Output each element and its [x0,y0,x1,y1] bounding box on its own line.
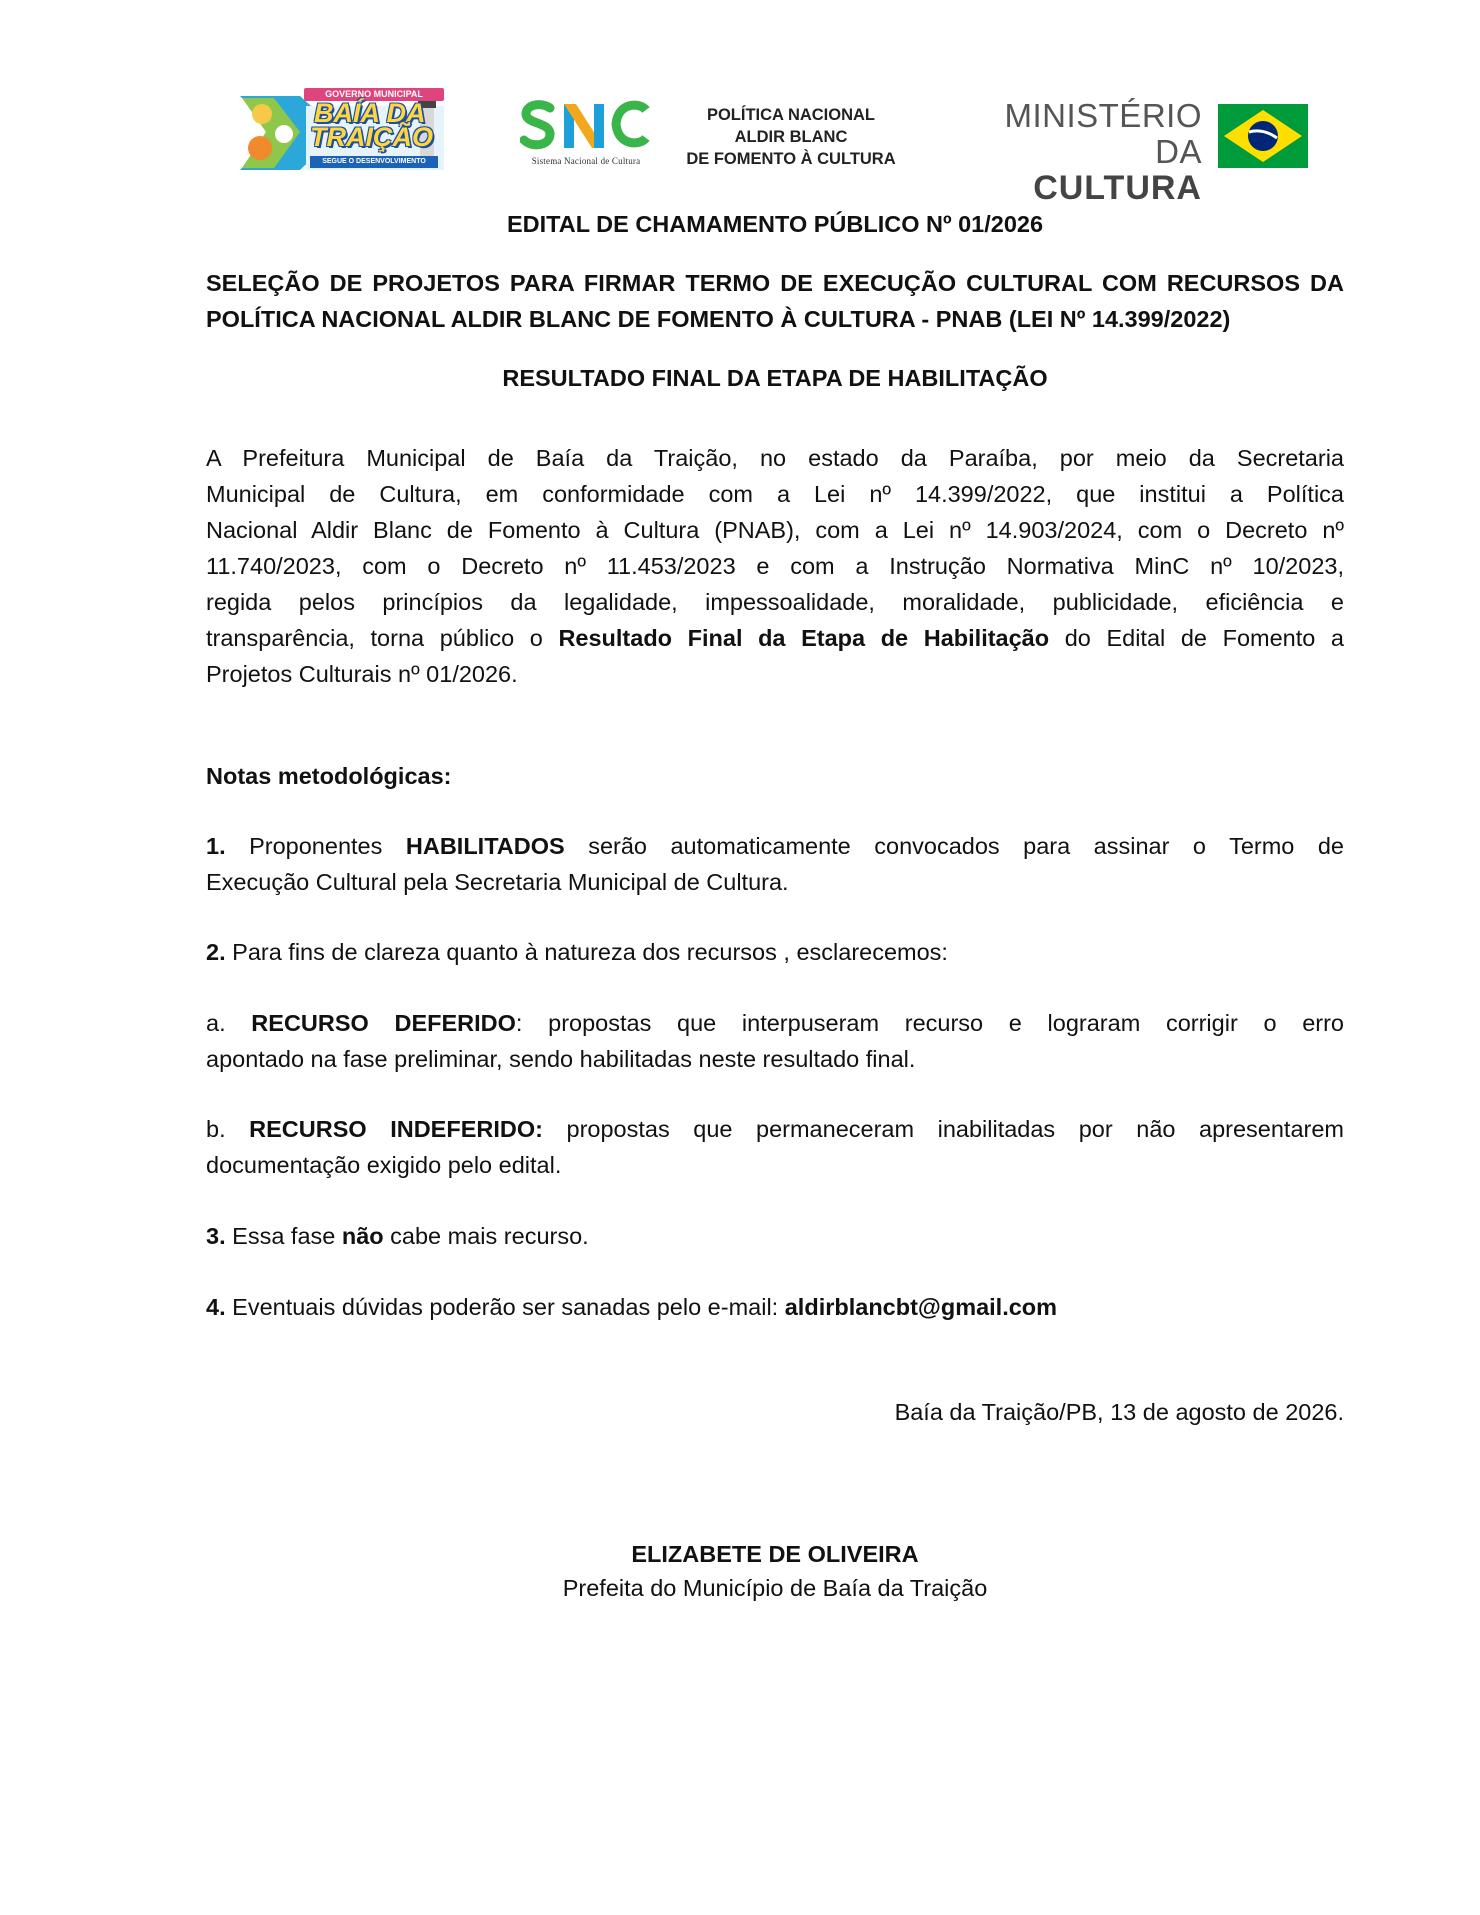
item-a-post: : propostas que interpuseram recurso e lograram corrigir o erro [515,1010,1344,1036]
item-a-line2: apontado na fase preliminar, sendo habilitadas neste resultado final. [206,1046,916,1072]
intro-line [206,620,1344,656]
subject-line2: POLÍTICA NACIONAL ALDIR BLANC DE FOMENTO À CULTURA - PNAB (LEI Nº 14.399/2022) [206,306,1231,332]
note-2 [206,934,1344,970]
intro-line: 11.740/2023, com o Decreto nº 11.453/2023 e com a Instrução Normativa MinC nº 10/2023, [206,553,1344,579]
note-1-number: 1. [206,833,226,859]
item-b-bold: RECURSO INDEFERIDO: [249,1116,543,1142]
note-1-bold: HABILITADOS [405,833,565,859]
baia-logo-tagline: SEGUE O DESENVOLVIMENTO [310,156,438,168]
note-4-number: 4. [206,1294,226,1320]
edital-title: EDITAL DE CHAMAMENTO PÚBLICO Nº 01/2026 [506,211,1044,237]
intro-line6-bold: Resultado Final da Etapa de Habilitação [558,625,1050,651]
snc-logo [520,98,652,172]
item-a [206,1005,1344,1077]
contact-email: aldirblancbt@gmail.com [784,1294,1058,1320]
intro-line: regida pelos princípios da legalidade, impessoalidade, moralidade, publicidade, eficiência e [206,589,1344,615]
minc-line2: CULTURA [1033,169,1202,207]
signer-role: Prefeita do Município de Baía da Traição [562,1575,988,1601]
item-b-post: propostas que permaneceram inabilitadas por não apresentarem [542,1116,1344,1142]
note-1-post: serão automaticamente convocados para assinar o Termo de [564,833,1344,859]
note-1-line1 [206,828,1344,864]
subject-block [206,265,1344,337]
result-title: RESULTADO FINAL DA ETAPA DE HABILITAÇÃO [502,365,1048,391]
note-2-number: 2. [206,939,226,965]
notes-heading: Notas metodológicas: [206,763,452,789]
note-1 [206,828,1344,900]
snc-subtitle: Sistema Nacional de Cultura [531,156,641,166]
item-b-letter: b. [206,1116,250,1142]
note-4-pre: Eventuais dúvidas poderão ser sanadas pelo e-mail: [225,1294,785,1320]
brazil-flag-icon [1218,104,1308,168]
intro-line: A Prefeitura Municipal de Baía da Traição, no estado da Paraíba, por meio da Secretaria [206,445,1344,471]
note-1-pre: Proponentes [225,833,406,859]
note-3-bold: não [341,1223,384,1249]
minc-line1: MINISTÉRIO DA [1004,97,1202,170]
note-4 [206,1289,1344,1325]
item-b [206,1111,1344,1183]
intro-paragraph [206,440,1344,692]
ministerio-da-cultura-logo [952,98,1202,206]
baia-logo-title-line1: BAÍA DA [314,98,426,128]
baia-logo-top-label: GOVERNO MUNICIPAL [304,88,444,101]
snc-letters-graphic [520,98,652,152]
pnab-line3: DE FOMENTO À CULTURA [686,150,896,168]
baia-logo-title-line2: TRAIÇÃO [310,122,433,152]
baia-da-traicao-logo [230,86,446,176]
item-b-line1 [206,1111,1344,1147]
note-3-post: cabe mais recurso. [383,1223,589,1249]
note-3-pre: Essa fase [225,1223,342,1249]
note-3-number: 3. [206,1223,226,1249]
subject-line1: SELEÇÃO DE PROJETOS PARA FIRMAR TERMO DE EXECUÇÃO CULTURAL COM RECURSOS DA [206,270,1344,296]
item-b-line2: documentação exigido pelo edital. [206,1152,562,1178]
intro-line: Nacional Aldir Blanc de Fomento à Cultura (PNAB), com a Lei nº 14.903/2024, com o Decreto nº [206,517,1344,543]
intro-line6-post: do Edital de Fomento a [1049,625,1344,651]
note-3 [206,1218,1344,1254]
intro-line7: Projetos Culturais nº 01/2026. [206,661,518,687]
item-a-letter: a. [206,1010,252,1036]
intro-line: Municipal de Cultura, em conformidade com a Lei nº 14.399/2022, que institui a Política [206,481,1344,507]
note-1-line2: Execução Cultural pela Secretaria Municipal de Cultura. [206,869,789,895]
note-2-text: Para fins de clareza quanto à natureza dos recursos , esclarecemos: [225,939,948,965]
pnab-logo-text [680,104,902,170]
item-a-line1 [206,1005,1344,1041]
intro-line6-pre: transparência, torna público o [206,625,559,651]
pnab-line2: ALDIR BLANC [734,128,848,146]
item-a-bold: RECURSO DEFERIDO [251,1010,516,1036]
date-line: Baía da Traição/PB, 13 de agosto de 2026. [894,1399,1344,1425]
header-logos [230,86,1310,207]
pnab-line1: POLÍTICA NACIONAL [706,106,876,124]
signer-name: ELIZABETE DE OLIVEIRA [631,1541,919,1567]
